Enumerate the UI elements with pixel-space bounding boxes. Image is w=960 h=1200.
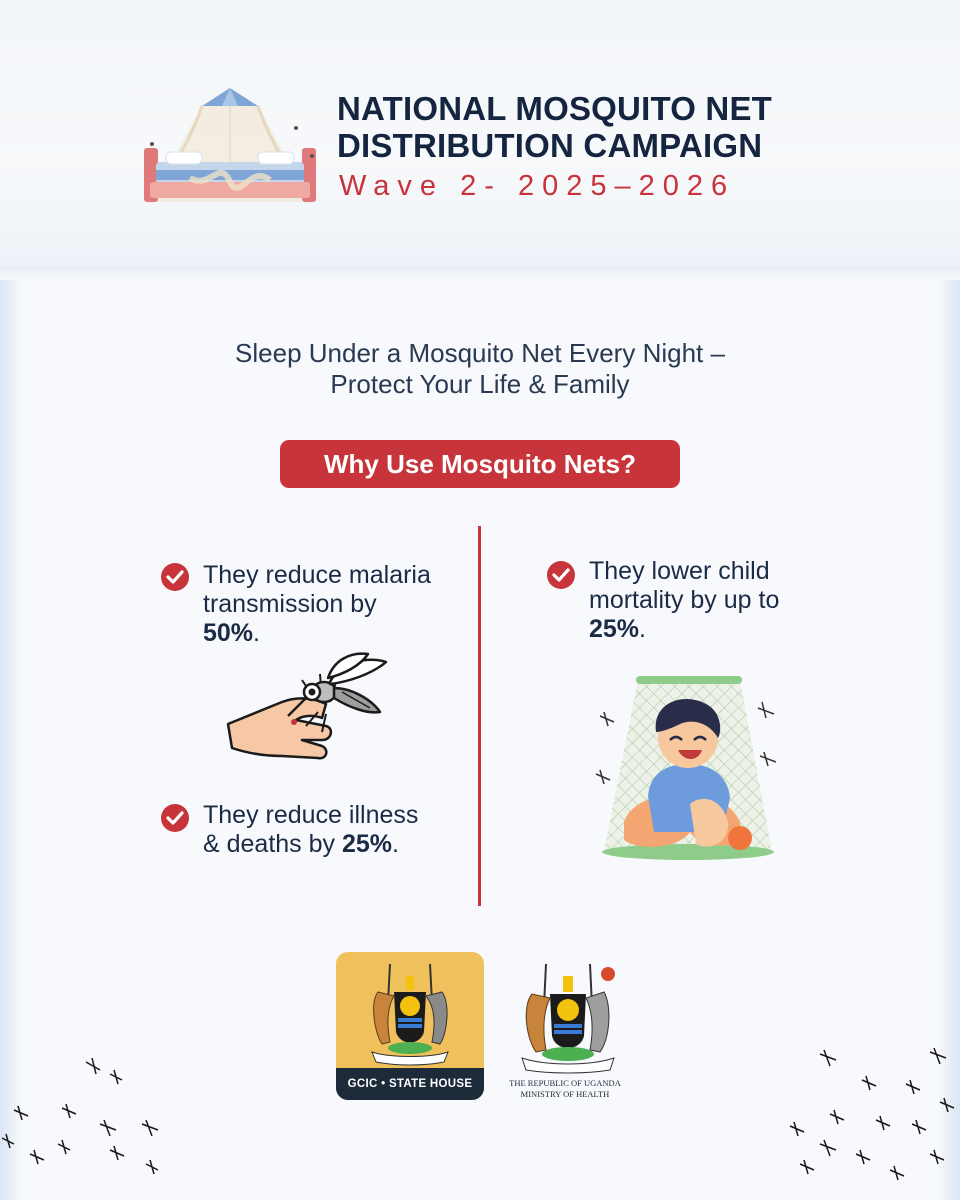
check-circle-icon xyxy=(160,803,190,833)
bed-with-net-illustration xyxy=(130,82,330,214)
benefit-malaria xyxy=(203,561,433,648)
benefit-suffix: . xyxy=(392,830,399,858)
tagline-line-2: Protect Your Life & Family xyxy=(330,369,630,399)
benefit-percent: 50% xyxy=(203,619,254,647)
campaign-title xyxy=(337,90,877,164)
coat-of-arms-icon xyxy=(372,964,448,1065)
benefit-illness xyxy=(203,801,433,859)
state-house-label: GCIC • STATE HOUSE xyxy=(336,1068,484,1100)
tagline-line-1: Sleep Under a Mosquito Net Every Night – xyxy=(235,338,725,368)
why-heading-badge: Why Use Mosquito Nets? xyxy=(280,440,680,488)
benefit-suffix: . xyxy=(253,619,260,647)
benefit-suffix: . xyxy=(639,615,646,643)
wave-subtitle: Wave 2- 2025–2026 xyxy=(339,170,736,202)
moh-line-2: MINISTRY OF HEALTH xyxy=(520,1089,610,1099)
moh-line-1: THE REPUBLIC OF UGANDA xyxy=(509,1078,621,1088)
benefit-percent: 25% xyxy=(341,830,393,858)
header-divider xyxy=(0,266,960,280)
title-line-2: DISTRIBUTION CAMPAIGN xyxy=(337,127,763,164)
benefit-text: They reduce malaria transmission by xyxy=(203,561,431,618)
child-under-net-illustration xyxy=(596,676,776,860)
state-house-logo xyxy=(336,952,484,1100)
benefit-text: They lower child mortality by up to xyxy=(589,557,780,614)
check-circle-icon xyxy=(160,562,190,592)
benefit-percent: 25% xyxy=(589,615,640,643)
mosquito-swarm-icon xyxy=(0,1050,170,1180)
ministry-of-health-caption xyxy=(500,1078,630,1100)
mosquito-bite-illustration xyxy=(222,652,392,770)
title-line-1: NATIONAL MOSQUITO NET xyxy=(337,90,773,127)
benefit-child-mortality xyxy=(589,557,819,644)
tagline xyxy=(0,338,960,400)
column-divider xyxy=(478,526,481,906)
coat-of-arms-icon xyxy=(522,964,615,1073)
mosquito-swarm-icon xyxy=(780,1044,958,1184)
check-circle-icon xyxy=(546,560,576,590)
benefit-text: They reduce illness & deaths by xyxy=(203,801,419,858)
